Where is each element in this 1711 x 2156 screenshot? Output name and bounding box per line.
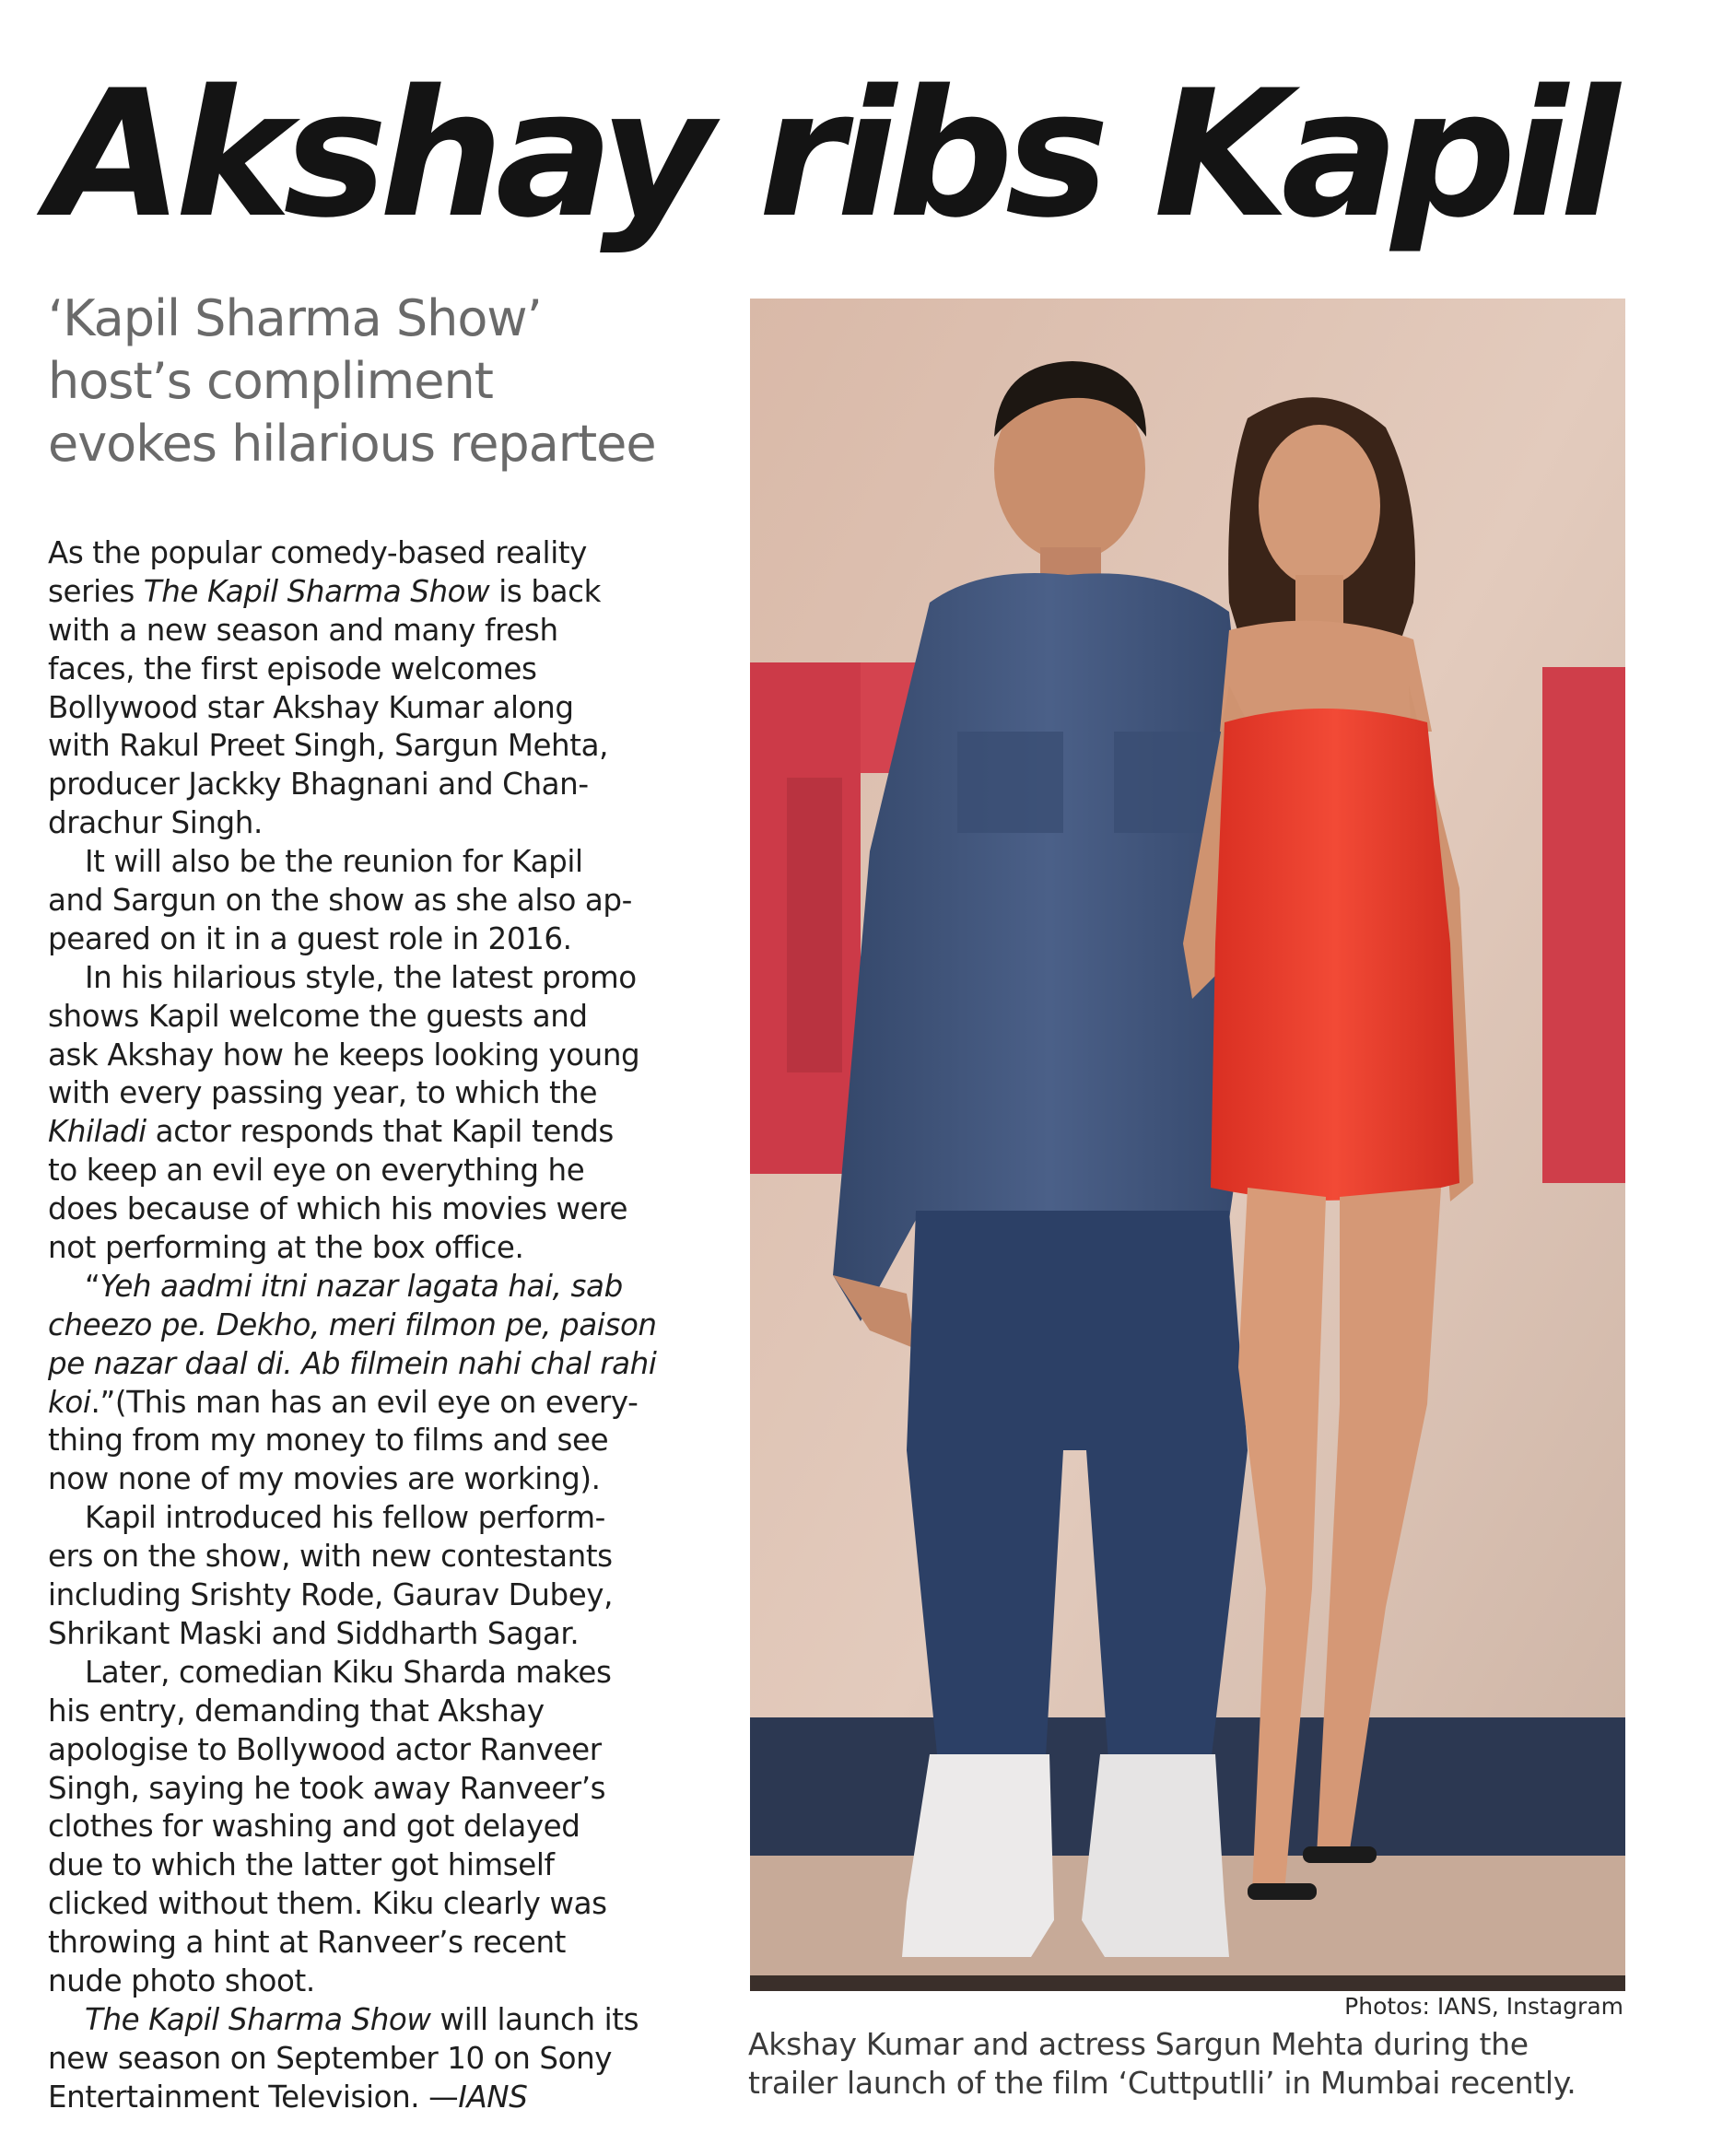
body-line [48, 1229, 693, 1268]
man-pocket [1114, 732, 1220, 833]
body-text-run: faces, the first episode welcomes [48, 650, 537, 686]
body-text-run: is back [489, 573, 602, 609]
body-text-run: peared on it in a guest role in 2016. [48, 920, 572, 956]
body-line [48, 1885, 693, 1924]
body-italic-text: koi [48, 1384, 91, 1420]
body-text-run: Later, comedian Kiku Sharda makes [85, 1654, 612, 1690]
body-line [48, 1152, 693, 1190]
body-line [48, 1654, 693, 1693]
backdrop-letter [1542, 667, 1625, 1183]
body-text-run: and Sargun on the show as she also ap- [48, 883, 632, 919]
body-text-run: his entry, demanding that Akshay [48, 1693, 545, 1728]
body-line [48, 1384, 693, 1423]
backdrop-letter [787, 778, 842, 1072]
body-line [48, 650, 693, 689]
body-line [48, 534, 693, 573]
headline: Akshay ribs Kapil [48, 53, 1611, 256]
body-italic-text: Yeh aadmi itni nazar lagata hai, sab [100, 1268, 623, 1304]
body-italic-text: pe nazar daal di. Ab filmein nahi chal rahi [48, 1345, 657, 1381]
body-text-run: to keep an evil eye on everything he [48, 1153, 585, 1189]
man-boot [1082, 1754, 1229, 1957]
body-text-run: Bollywood star Akshay Kumar along [48, 689, 574, 725]
body-text-run: producer Jackky Bhagnani and Chan- [48, 767, 589, 803]
body-line [48, 573, 693, 612]
woman-sandal [1303, 1846, 1377, 1863]
body-text-run: Entertainment Television. — [48, 2079, 459, 2115]
body-line [48, 2079, 693, 2117]
body-italic-text: Khiladi [48, 1114, 146, 1150]
body-text-run: As the popular comedy-based reality [48, 535, 587, 570]
body-text-run: It will also be the reunion for Kapil [85, 844, 583, 880]
body-text-run: ers on the show, with new contestants [48, 1539, 613, 1575]
body-line [48, 766, 693, 804]
body-line [48, 959, 693, 998]
body-italic-text: The Kapil Sharma Show [143, 573, 490, 609]
subheadline-line: host’s compliment [48, 352, 493, 410]
body-line [48, 727, 693, 766]
body-text-run: Shrikant Maski and Siddharth Sagar. [48, 1615, 580, 1651]
woman-dress [1211, 709, 1459, 1201]
body-line [48, 1693, 693, 1731]
body-text-run: clicked without them. Kiku clearly was [48, 1886, 607, 1922]
body-line [48, 1731, 693, 1770]
body-line [48, 1190, 693, 1229]
body-line [48, 843, 693, 882]
body-line [48, 1422, 693, 1460]
body-text-run: Singh, saying he took away Ranveer’s [48, 1770, 606, 1806]
body-line [48, 1460, 693, 1499]
woman-sandal [1248, 1883, 1317, 1900]
body-line [48, 804, 693, 843]
body-line [48, 1074, 693, 1113]
body-line [48, 612, 693, 650]
body-text-run: new season on September 10 on Sony [48, 2040, 613, 2076]
body-italic-text: cheezo pe. Dekho, meri filmon pe, paison [48, 1306, 657, 1342]
body-line [48, 689, 693, 728]
body-text-run: “ [85, 1268, 100, 1304]
body-text-run: shows Kapil welcome the guests and [48, 998, 588, 1034]
body-text-run: not performing at the box office. [48, 1230, 524, 1266]
body-line [48, 1499, 693, 1538]
subheadline-line: evokes hilarious repartee [48, 415, 656, 473]
body-text-run: In his hilarious style, the latest promo [85, 959, 637, 995]
body-text-run: nude photo shoot. [48, 1963, 315, 1998]
caption-line: trailer launch of the film ‘Cuttputlli’ in Mumbai recently. [748, 2065, 1576, 2101]
body-italic-text: IANS [458, 2079, 528, 2115]
body-text-run: due to which the latter got himself [48, 1847, 555, 1883]
body-text-run: including Srishty Rode, Gaurav Dubey, [48, 1577, 614, 1613]
body-text-run: now none of my movies are working). [48, 1461, 601, 1497]
photo-credit: Photos: IANS, Instagram [1344, 1993, 1623, 2020]
body-text-run: throwing a hint at Ranveer’s recent [48, 1925, 566, 1961]
woman-head [1259, 425, 1380, 587]
body-italic-text: The Kapil Sharma Show [85, 2001, 431, 2037]
body-text-run: with a new season and many fresh [48, 612, 558, 648]
body-line [48, 2040, 693, 2079]
body-line [48, 1113, 693, 1152]
body-text-run: actor responds that Kapil tends [146, 1114, 614, 1150]
body-line [48, 1770, 693, 1809]
body-line [48, 1576, 693, 1615]
body-text-run: clothes for washing and got delayed [48, 1809, 580, 1845]
body-line [48, 920, 693, 959]
subheadline [48, 287, 730, 475]
man-pocket [957, 732, 1063, 833]
body-text-run: with every passing year, to which the [48, 1075, 598, 1111]
body-line [48, 1306, 693, 1345]
body-line [48, 1538, 693, 1576]
body-line [48, 2001, 693, 2040]
body-text-run: series [48, 573, 144, 609]
body-text-run: apologise to Bollywood actor Ranveer [48, 1731, 602, 1767]
body-text-run: will launch its [430, 2001, 639, 2037]
subheadline-line: ‘Kapil Sharma Show’ [48, 289, 542, 347]
body-line [48, 882, 693, 920]
body-text-run: Kapil introduced his fellow perform- [85, 1500, 605, 1536]
body-line [48, 1808, 693, 1846]
body-line [48, 1924, 693, 1963]
body-text-run: does because of which his movies were [48, 1191, 628, 1227]
body-line [48, 1268, 693, 1306]
body-line [48, 1037, 693, 1075]
body-text-run: .”(This man has an evil eye on every- [90, 1384, 639, 1420]
body-text-run: ask Akshay how he keeps looking young [48, 1037, 640, 1072]
body-line [48, 1345, 693, 1384]
photo-caption [748, 2025, 1633, 2103]
body-text-run: thing from my money to films and see [48, 1423, 609, 1459]
body-line [48, 1615, 693, 1654]
body-text-run: with Rakul Preet Singh, Sargun Mehta, [48, 728, 609, 764]
body-line [48, 1846, 693, 1885]
caption-line: Akshay Kumar and actress Sargun Mehta during the [748, 2026, 1529, 2062]
body-line [48, 1963, 693, 2001]
article-body [48, 534, 693, 2117]
event-photo [750, 299, 1625, 1991]
body-text-run: drachur Singh. [48, 805, 263, 841]
body-line [48, 998, 693, 1037]
